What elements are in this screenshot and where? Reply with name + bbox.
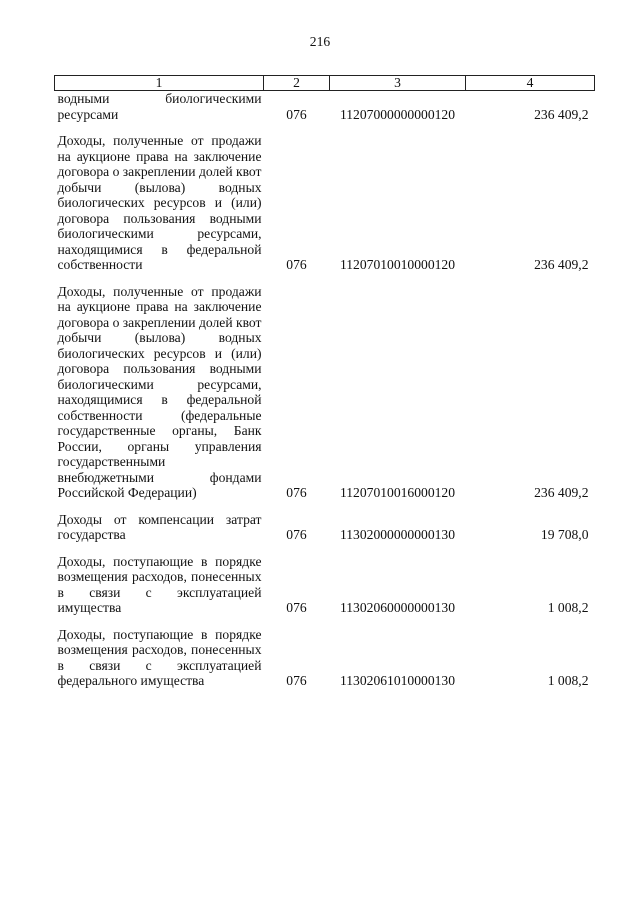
table-row xyxy=(55,501,595,543)
table-row xyxy=(55,273,595,501)
page-number: 216 xyxy=(309,34,331,49)
row-description: водными биологическими ресурсами xyxy=(57,91,262,122)
header-col-2: 2 xyxy=(264,76,330,91)
table-header xyxy=(55,76,595,91)
row-description: Доходы от компенсации затрат государства xyxy=(57,511,262,542)
row-amount: 1 008,2 xyxy=(547,600,589,615)
row-description: Доходы, поступающие в порядке возмещения расходов, понесенных в связи с эксплуатацией имущества xyxy=(57,553,262,615)
row-amount: 19 708,0 xyxy=(540,527,589,542)
row-admin-code: 076 xyxy=(286,600,307,615)
row-classification-code: 11302000000000130 xyxy=(339,527,456,542)
row-admin-code: 076 xyxy=(286,673,307,688)
header-col-4: 4 xyxy=(466,76,595,91)
row-amount: 236 409,2 xyxy=(534,106,589,122)
row-amount: 1 008,2 xyxy=(547,673,589,688)
row-classification-code: 11207010010000120 xyxy=(339,257,456,272)
row-admin-code: 076 xyxy=(286,257,307,272)
row-classification-code: 11302060000000130 xyxy=(339,600,456,615)
row-classification-code: 11207000000000120 xyxy=(339,106,456,122)
row-classification-code: 11302061010000130 xyxy=(339,673,456,688)
row-amount: 236 409,2 xyxy=(534,485,589,500)
row-description: Доходы, полученные от продажи на аукционе права на заключение договора о закреплении долей квот добычи (вылова) водных биологических ресурсов и (или) договора пользования водными биологическими ресурсами, находящимися в федеральной собственности (федеральные государственные органы, Банк России, органы управления государственными внебюджетными фондами Российской Федерации) xyxy=(57,283,262,500)
table-row xyxy=(55,122,595,273)
header-row xyxy=(55,76,595,91)
row-classification-code: 11207010016000120 xyxy=(339,485,456,500)
table-body xyxy=(55,91,595,689)
table-row xyxy=(55,91,595,123)
row-description: Доходы, полученные от продажи на аукционе права на заключение договора о закреплении долей квот добычи (вылова) водных биологических ресурсов и (или) договора пользования водными биологическими ресурсами, находящимися в федеральной собственности xyxy=(57,133,262,272)
table-row xyxy=(55,543,595,616)
row-admin-code: 076 xyxy=(286,485,307,500)
row-description: Доходы, поступающие в порядке возмещения расходов, понесенных в связи с эксплуатацией федерального имущества xyxy=(57,626,262,688)
header-col-1: 1 xyxy=(55,76,264,91)
revenue-table xyxy=(54,75,595,689)
row-amount: 236 409,2 xyxy=(534,257,589,272)
row-admin-code: 076 xyxy=(286,527,307,542)
header-col-3: 3 xyxy=(330,76,466,91)
table-row xyxy=(55,616,595,689)
row-admin-code: 076 xyxy=(286,106,307,122)
